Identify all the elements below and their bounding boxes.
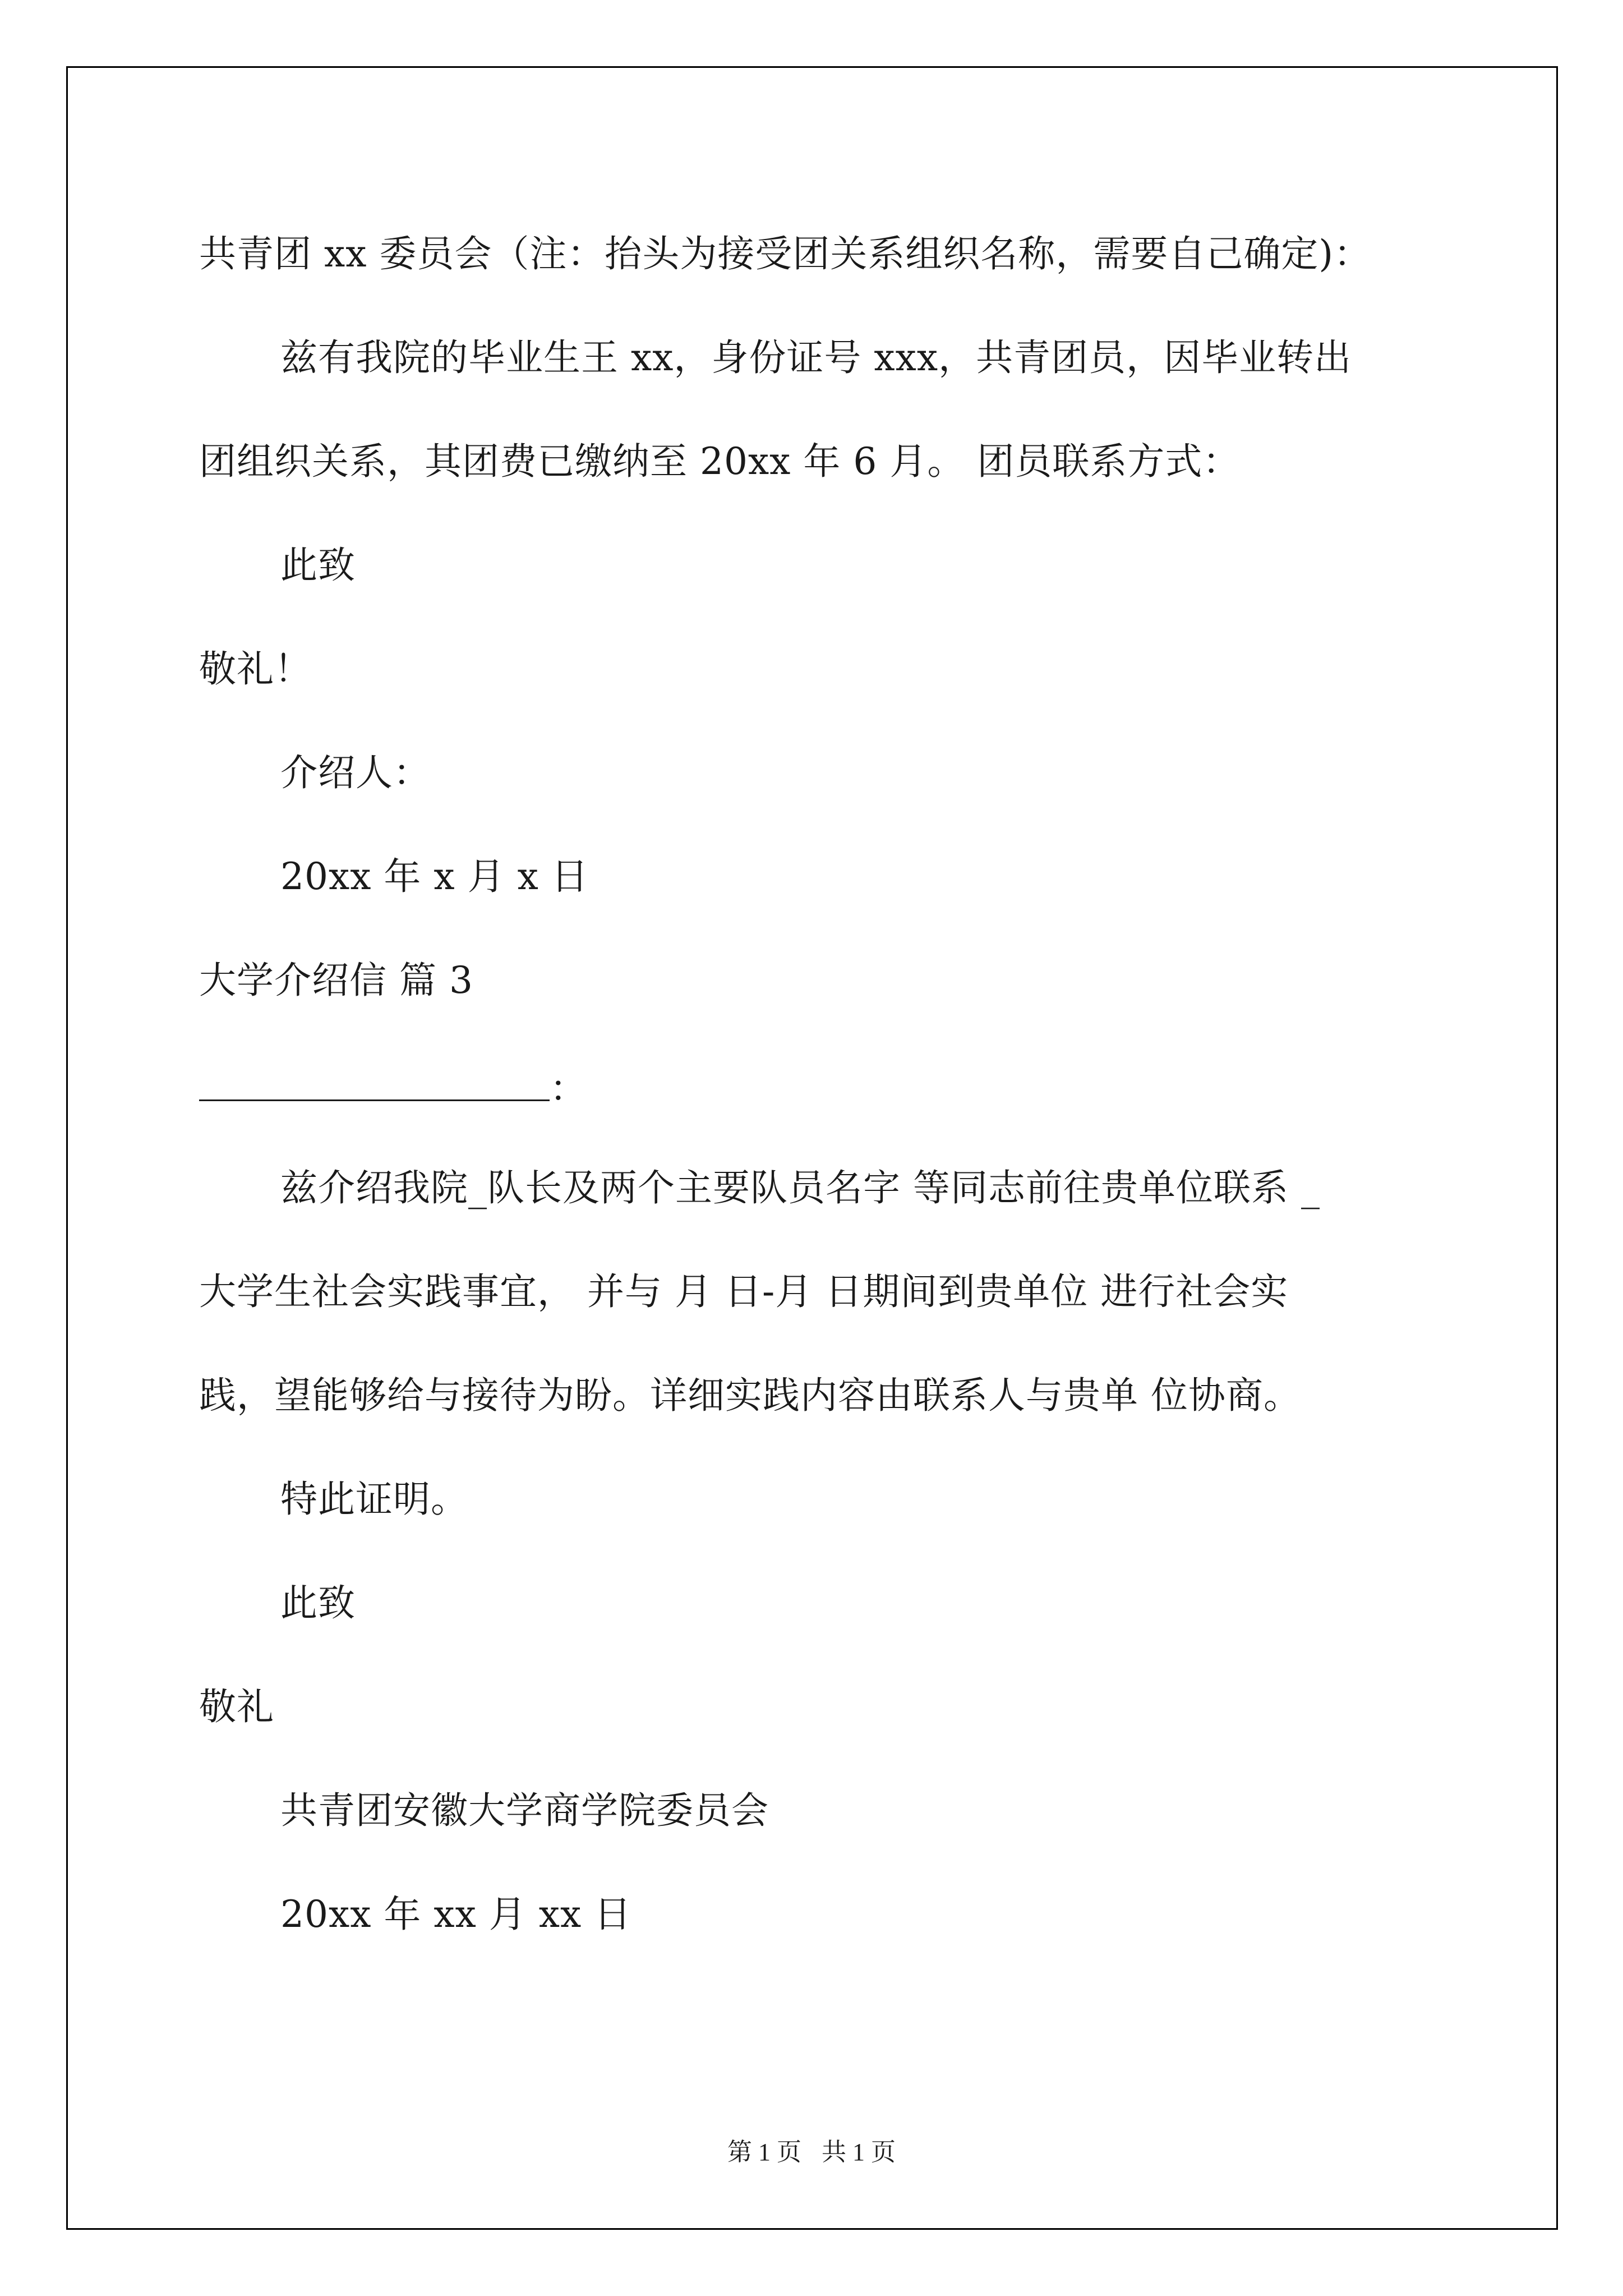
addressee-line: 共青团 xx 委员会（注：抬头为接受团关系组织名称，需要自己确定)：	[199, 232, 1372, 275]
page-footer	[0, 2140, 1623, 2165]
date-line: 20xx 年 xx 月 xx 日	[280, 1893, 632, 1936]
body-paragraph-line: 兹有我院的毕业生王 xx，身份证号 xxx，共青团员，因毕业转出	[280, 336, 1352, 379]
addressee-blank-line	[199, 1066, 587, 1110]
date-line: 20xx 年 x 月 x 日	[280, 855, 589, 898]
salutation-line: 敬礼	[199, 1685, 274, 1728]
closing-line: 此致	[280, 1581, 356, 1625]
salutation-line: 敬礼！	[199, 647, 312, 691]
section-heading: 大学介绍信 篇 3	[199, 959, 473, 1002]
certification-line: 特此证明。	[280, 1478, 468, 1521]
blank-underline	[199, 1066, 550, 1101]
body-paragraph-line: 团组织关系，其团费已缴纳至 20xx 年 6 月。 团员联系方式：	[199, 440, 1241, 483]
page-number-current: 第 1 页	[727, 2138, 801, 2166]
signature-organization: 共青团安徽大学商学院委员会	[280, 1789, 769, 1832]
introducer-line: 介绍人：	[280, 751, 431, 794]
page-number-total: 共 1 页	[822, 2138, 896, 2166]
closing-line: 此致	[280, 544, 356, 587]
body-paragraph-line: 践，望能够给与接待为盼。详细实践内容由联系人与贵单 位协商。	[199, 1374, 1301, 1417]
body-paragraph-line: 兹介绍我院_队长及两个主要队员名字 等同志前往贵单位联系 _	[280, 1166, 1320, 1209]
body-paragraph-line: 大学生社会实践事宜， 并与 月 日-月 日期间到贵单位 进行社会实	[199, 1270, 1289, 1313]
addressee-colon: ：	[550, 1067, 587, 1110]
